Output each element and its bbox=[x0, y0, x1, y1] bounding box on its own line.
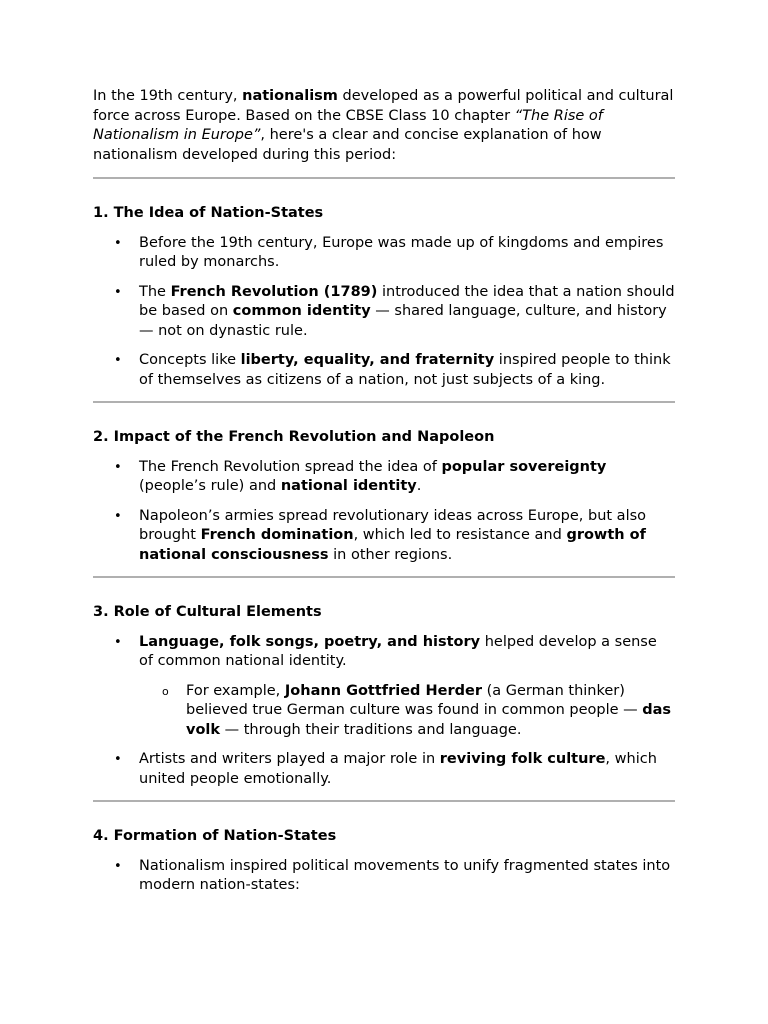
bullet-bold-text: liberty, equality, and fraternity bbox=[240, 352, 495, 368]
sub-bullet-list bbox=[139, 682, 675, 741]
bullet-list bbox=[93, 633, 675, 790]
bullet-text: — shared language, culture, and history — not on dynastic rule. bbox=[139, 303, 667, 339]
section-heading-french-revolution: 2. Impact of the French Revolution and Napoleon bbox=[93, 429, 495, 445]
intro-text: In the 19th century, bbox=[93, 88, 243, 104]
bullet-item bbox=[93, 458, 675, 497]
bullet-item bbox=[93, 857, 675, 896]
section-divider bbox=[93, 401, 675, 403]
sub-bullet-item bbox=[139, 682, 675, 741]
bullet-text: , which united people emotionally. bbox=[139, 751, 657, 787]
intro-paragraph bbox=[93, 87, 675, 165]
bullet-text: , which led to resistance and bbox=[353, 527, 567, 543]
bullet-text: Nationalism inspired political movements to unify fragmented states into modern nation-states: bbox=[139, 857, 671, 893]
intro-text: , here's a clear and concise explanation of how nationalism developed during this period: bbox=[93, 127, 602, 163]
intro-text: developed as a powerful political and cultural force across Europe. Based on the CBSE Class 10 chapter bbox=[93, 88, 674, 124]
section-divider bbox=[93, 177, 675, 179]
bullet-item bbox=[93, 283, 675, 342]
bullet-bold-text: reviving folk culture bbox=[439, 751, 606, 767]
bullet-item bbox=[93, 633, 675, 741]
section-divider bbox=[93, 576, 675, 578]
bullet-text: Napoleon’s armies spread revolutionary ideas across Europe, but also brought bbox=[139, 507, 647, 543]
bullet-text: For example, bbox=[186, 682, 285, 699]
bullet-item bbox=[93, 750, 675, 789]
bullet-bold-text: Language, folk songs, poetry, and history bbox=[139, 633, 481, 650]
bullet-text: introduced the idea that a nation should be based on bbox=[139, 283, 675, 319]
bullet-text: Concepts like bbox=[139, 352, 241, 368]
bullet-text: . bbox=[416, 478, 422, 494]
bullet-text: The French Revolution spread the idea of bbox=[139, 458, 442, 475]
bullet-text: Before the 19th century, Europe was made up of kingdoms and empires ruled by monarchs. bbox=[139, 234, 664, 270]
bullet-bold-text: popular sovereignty bbox=[441, 458, 607, 475]
bullet-bold-text: French Revolution (1789) bbox=[170, 283, 378, 300]
bullet-bold-text: growth of national consciousness bbox=[139, 527, 646, 563]
bullet-list bbox=[93, 857, 675, 896]
bullet-text: — through their traditions and language. bbox=[220, 721, 522, 738]
section-heading-cultural-elements: 3. Role of Cultural Elements bbox=[93, 604, 322, 620]
bullet-bold-text: das volk bbox=[186, 702, 672, 738]
section-heading-formation: 4. Formation of Nation-States bbox=[93, 828, 337, 844]
bullet-item bbox=[93, 234, 675, 273]
bullet-text: inspired people to think of themselves as citizens of a nation, not just subjects of a king. bbox=[139, 352, 671, 388]
bullet-bold-text: Johann Gottfried Herder bbox=[284, 682, 482, 699]
intro-bold-term: nationalism bbox=[242, 88, 338, 104]
bullet-bold-text: French domination bbox=[200, 527, 354, 543]
bullet-item bbox=[93, 507, 675, 566]
bullet-bold-text: common identity bbox=[232, 303, 371, 319]
bullet-text: helped develop a sense of common national identity. bbox=[139, 633, 657, 669]
section-heading-nation-states: 1. The Idea of Nation-States bbox=[93, 205, 324, 221]
bullet-item bbox=[93, 351, 675, 390]
bullet-text: Artists and writers played a major role in bbox=[139, 751, 440, 767]
section-divider bbox=[93, 800, 675, 802]
bullet-text: (a German thinker) believed true German culture was found in common people — bbox=[186, 682, 643, 718]
document-body bbox=[93, 87, 675, 907]
intro-chapter-title: “The Rise of Nationalism in Europe” bbox=[93, 107, 603, 143]
bullet-bold-text: national identity bbox=[280, 478, 417, 494]
bullet-text: in other regions. bbox=[328, 546, 453, 563]
bullet-text: (people’s rule) and bbox=[139, 478, 281, 494]
bullet-list bbox=[93, 234, 675, 391]
bullet-list bbox=[93, 458, 675, 566]
bullet-text: The bbox=[139, 283, 171, 300]
